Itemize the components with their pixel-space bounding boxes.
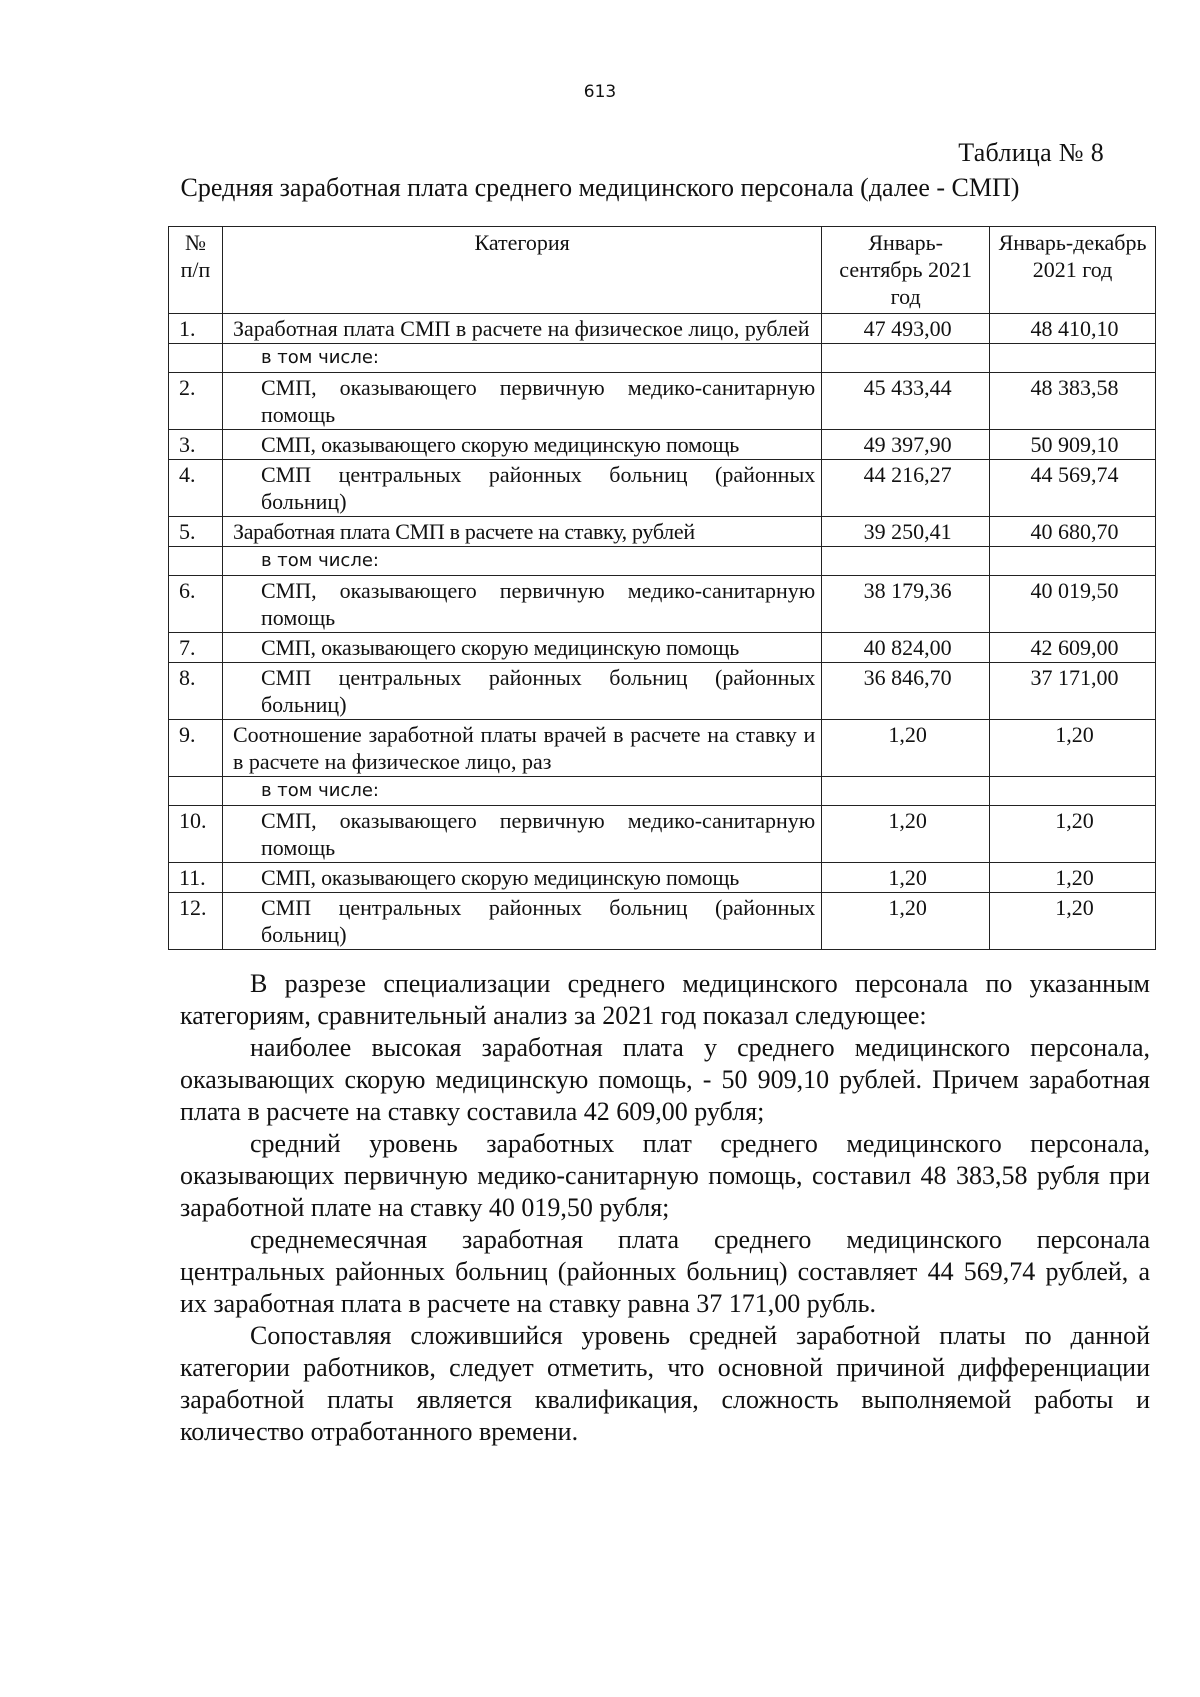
paragraph: В разрезе специализации среднего медицинского персонала по указанным категориям, сравнительный анализ за 2021 год показал следующее: bbox=[180, 969, 1150, 1030]
row-value-period-1: 1,20 bbox=[822, 863, 990, 893]
row-number: 7. bbox=[169, 633, 223, 663]
row-number bbox=[169, 547, 223, 576]
row-category: Соотношение заработной платы врачей в расчете на ставку и в расчете на физическое лицо, раз bbox=[222, 720, 821, 777]
row-value-period-1: 49 397,90 bbox=[822, 430, 990, 460]
row-value-period-1: 1,20 bbox=[822, 720, 990, 777]
table-row bbox=[169, 720, 1156, 777]
row-value-period-2: 44 569,74 bbox=[990, 460, 1156, 517]
row-category: СМП, оказывающего первичную медико-санитарную помощь bbox=[222, 576, 821, 633]
table-row bbox=[169, 430, 1156, 460]
row-value-period-2: 40 019,50 bbox=[990, 576, 1156, 633]
row-value-period-1 bbox=[822, 344, 990, 373]
row-number: 3. bbox=[169, 430, 223, 460]
row-value-period-1: 38 179,36 bbox=[822, 576, 990, 633]
row-category: СМП, оказывающего скорую медицинскую помощь bbox=[222, 430, 821, 460]
table-title: Средняя заработная плата среднего медицинского персонала (далее - СМП) bbox=[180, 173, 1020, 202]
row-value-period-1 bbox=[822, 547, 990, 576]
row-number: 1. bbox=[169, 314, 223, 344]
row-value-period-1: 45 433,44 bbox=[822, 373, 990, 430]
row-value-period-2 bbox=[990, 777, 1156, 806]
paragraph: среднемесячная заработная плата среднего медицинского персонала центральных районных больниц (районных больниц) составляет 44 569,74 рублей, а их заработная плата в расчете на ставку равна 37 171,00 рубль. bbox=[180, 1225, 1150, 1318]
row-category: в том числе: bbox=[222, 547, 821, 576]
row-value-period-1: 44 216,27 bbox=[822, 460, 990, 517]
row-number: 11. bbox=[169, 863, 223, 893]
row-number: 4. bbox=[169, 460, 223, 517]
row-category: СМП, оказывающего скорую медицинскую помощь bbox=[222, 633, 821, 663]
table-caption: Таблица № 8 bbox=[958, 138, 1104, 167]
table-row bbox=[169, 547, 1156, 576]
row-category: СМП центральных районных больниц (районных больниц) bbox=[222, 460, 821, 517]
table-row bbox=[169, 777, 1156, 806]
row-value-period-2 bbox=[990, 547, 1156, 576]
table-row bbox=[169, 893, 1156, 950]
row-number: 12. bbox=[169, 893, 223, 950]
header-num: № п/п bbox=[169, 227, 223, 314]
analysis-text bbox=[180, 968, 1150, 1448]
row-category: СМП центральных районных больниц (районных больниц) bbox=[222, 663, 821, 720]
row-value-period-2: 42 609,00 bbox=[990, 633, 1156, 663]
row-value-period-2: 1,20 bbox=[990, 720, 1156, 777]
row-value-period-1: 39 250,41 bbox=[822, 517, 990, 547]
row-category: в том числе: bbox=[222, 344, 821, 373]
salary-table bbox=[168, 226, 1156, 950]
row-category: СМП, оказывающего первичную медико-санитарную помощь bbox=[222, 373, 821, 430]
row-number: 10. bbox=[169, 806, 223, 863]
table-row bbox=[169, 633, 1156, 663]
row-category: СМП центральных районных больниц (районных больниц) bbox=[222, 893, 821, 950]
paragraph: средний уровень заработных плат среднего медицинского персонала, оказывающих первичную медико-санитарную помощь, составил 48 383,58 рубля при заработной плате на ставку 40 019,50 рубля; bbox=[180, 1129, 1150, 1222]
header-period-1: Январь-сентябрь 2021 год bbox=[822, 227, 990, 314]
row-value-period-1: 36 846,70 bbox=[822, 663, 990, 720]
table-row bbox=[169, 314, 1156, 344]
row-value-period-2: 48 383,58 bbox=[990, 373, 1156, 430]
row-number bbox=[169, 777, 223, 806]
table-row bbox=[169, 806, 1156, 863]
row-value-period-2: 40 680,70 bbox=[990, 517, 1156, 547]
table-row bbox=[169, 460, 1156, 517]
table-row bbox=[169, 663, 1156, 720]
table-row bbox=[169, 576, 1156, 633]
row-number: 6. bbox=[169, 576, 223, 633]
table-header-row bbox=[169, 227, 1156, 314]
row-category: СМП, оказывающего первичную медико-санитарную помощь bbox=[222, 806, 821, 863]
paragraph: Сопоставляя сложившийся уровень средней заработной платы по данной категории работников, следует отметить, что основной причиной дифференциации заработной платы является квалификация, сложность выполняемой работы и количество отработанного времени. bbox=[180, 1321, 1150, 1446]
row-number: 2. bbox=[169, 373, 223, 430]
paragraph: наиболее высокая заработная плата у среднего медицинского персонала, оказывающих скорую медицинскую помощь, - 50 909,10 рублей. Причем заработная плата в расчете на ставку составила 42 609,00 рубля; bbox=[180, 1033, 1150, 1126]
table-row bbox=[169, 373, 1156, 430]
row-category: Заработная плата СМП в расчете на физическое лицо, рублей bbox=[222, 314, 821, 344]
row-category: Заработная плата СМП в расчете на ставку, рублей bbox=[222, 517, 821, 547]
row-value-period-2: 50 909,10 bbox=[990, 430, 1156, 460]
header-category: Категория bbox=[222, 227, 821, 314]
row-number bbox=[169, 344, 223, 373]
row-number: 5. bbox=[169, 517, 223, 547]
row-value-period-2: 37 171,00 bbox=[990, 663, 1156, 720]
row-value-period-1 bbox=[822, 777, 990, 806]
row-value-period-2: 1,20 bbox=[990, 893, 1156, 950]
table-row bbox=[169, 863, 1156, 893]
row-number: 9. bbox=[169, 720, 223, 777]
header-period-2: Январь-декабрь 2021 год bbox=[990, 227, 1156, 314]
table-row bbox=[169, 344, 1156, 373]
row-value-period-2: 1,20 bbox=[990, 863, 1156, 893]
row-category: в том числе: bbox=[222, 777, 821, 806]
row-value-period-2: 1,20 bbox=[990, 806, 1156, 863]
row-value-period-1: 40 824,00 bbox=[822, 633, 990, 663]
row-value-period-1: 1,20 bbox=[822, 806, 990, 863]
row-category: СМП, оказывающего скорую медицинскую помощь bbox=[222, 863, 821, 893]
page-number: 613 bbox=[583, 82, 617, 102]
table-row bbox=[169, 517, 1156, 547]
row-value-period-2 bbox=[990, 344, 1156, 373]
row-value-period-1: 47 493,00 bbox=[822, 314, 990, 344]
row-number: 8. bbox=[169, 663, 223, 720]
row-value-period-1: 1,20 bbox=[822, 893, 990, 950]
row-value-period-2: 48 410,10 bbox=[990, 314, 1156, 344]
